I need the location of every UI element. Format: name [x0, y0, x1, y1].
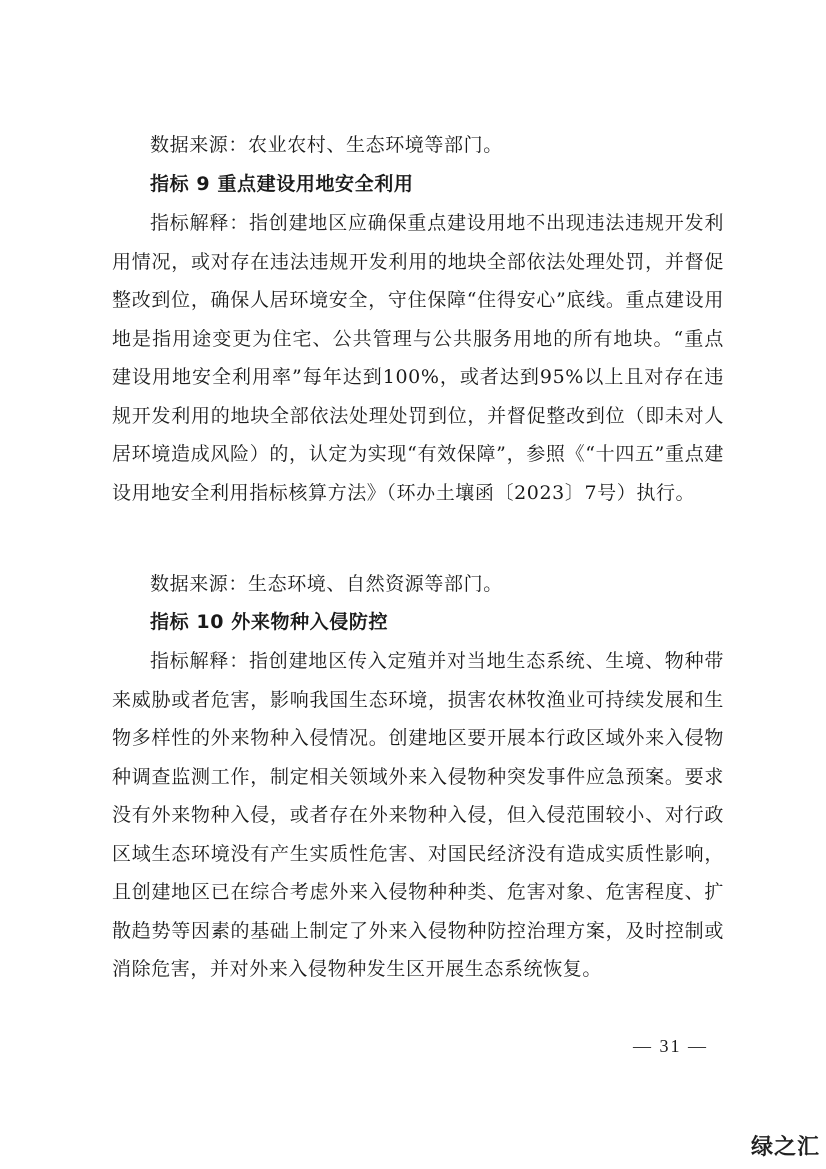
indicator-10-heading: 指标 10 外来物种入侵防控 [150, 611, 389, 633]
page-number: — 31 — [633, 1036, 708, 1056]
indicator-9-explanation: 指标解释：指创建地区应确保重点建设用地不出现违法违规开发利用情况，或对存在违法违规开发利用的地块全部依法处理处罚，并督促整改到位，确保人居环境安全，守住保障“住得安心”底线。重点建设用地是指用途变更为住宅、公共管理与公共服务用地的所有地块。“重点建设用地安全利用率”每年达到100%，或者达到95%以上且对存在违规开发利用的地块全部依法处理处罚到位，并督促整改到位（即未对人居环境造成风险）的，认定为实现“有效保障”，参照《“十四五”重点建设用地安全利用指标核算方法》（环办土壤函〔2023〕7号）执行。 [112, 212, 724, 504]
data-source-paragraph-1: 数据来源：农业农村、生态环境等部门。 [150, 134, 503, 156]
data-source-paragraph-9: 数据来源：生态环境、自然资源等部门。 [150, 573, 503, 595]
indicator-9-heading: 指标 9 重点建设用地安全利用 [150, 173, 414, 195]
watermark-logo: 绿之汇 [750, 1135, 820, 1160]
indicator-10-explanation: 指标解释：指创建地区传入定殖并对当地生态系统、生境、物种带来威胁或者危害，影响我国生态环境，损害农林牧渔业可持续发展和生物多样性的外来物种入侵情况。创建地区要开展本行政区域外来入侵物种调查监测工作，制定相关领域外来入侵物种突发事件应急预案。要求没有外来物种入侵，或者存在外来物种入侵，但入侵范围较小、对行政区域生态环境没有产生实质性危害、对国民经济没有造成实质性影响，且创建地区已在综合考虑外来入侵物种种类、危害对象、危害程度、扩散趋势等因素的基础上制定了外来入侵物种防控治理方案，及时控制或消除危害，并对外来入侵物种发生区开展生态系统恢复。 [112, 650, 724, 980]
